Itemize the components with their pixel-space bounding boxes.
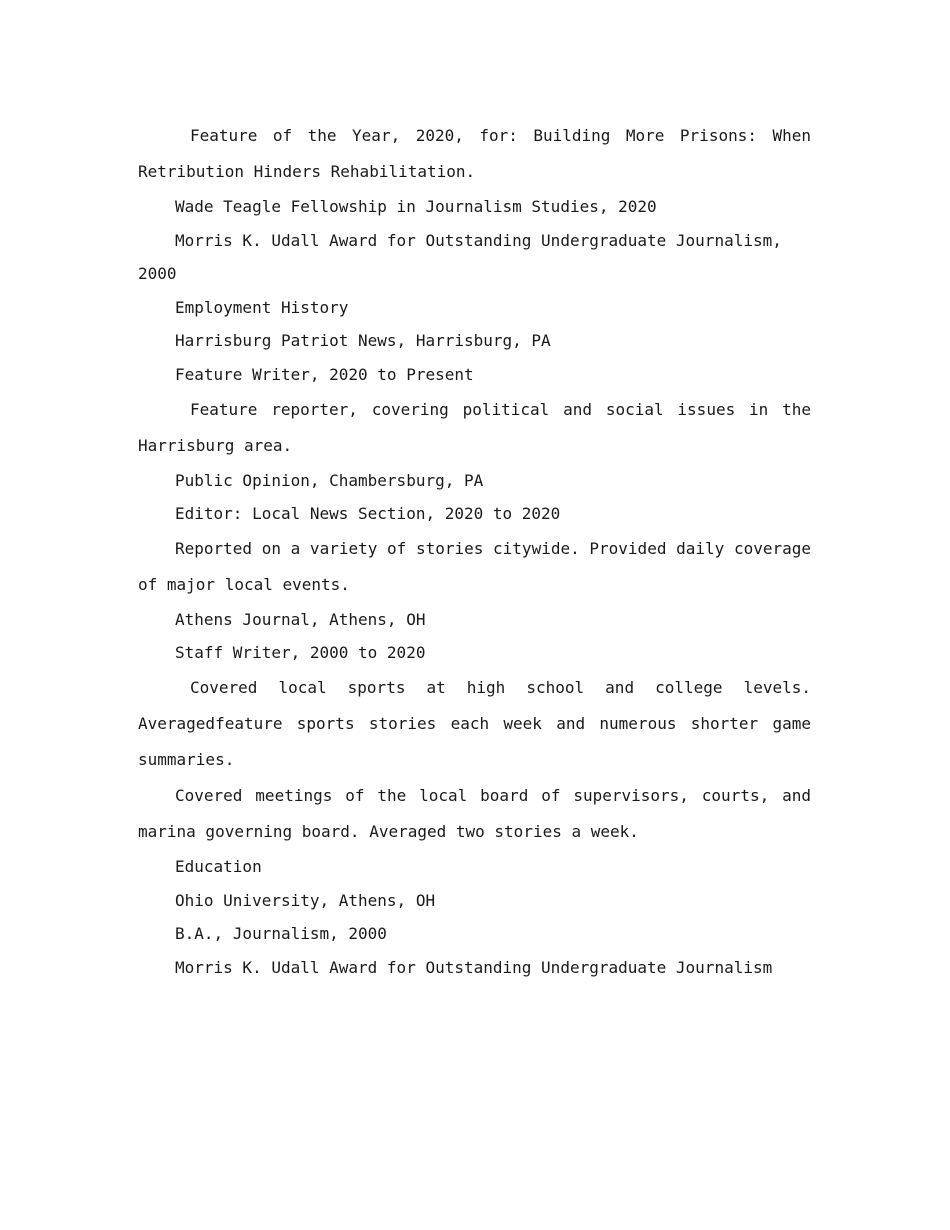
job-title-staff-writer: Staff Writer, 2000 to 2020 xyxy=(175,643,426,663)
employer-patriot-news: Harrisburg Patriot News, Harrisburg, PA xyxy=(175,331,551,351)
job-description-feature-reporter: Feature reporter, covering political and social issues in the Harrisburg area. xyxy=(138,399,811,455)
school-ohio-university: Ohio University, Athens, OH xyxy=(175,890,436,910)
job-title-feature-writer: Feature Writer, 2020 to Present xyxy=(175,364,474,384)
employer-public-opinion: Public Opinion, Chambersburg, PA xyxy=(175,470,484,490)
employer-athens-journal: Athens Journal, Athens, OH xyxy=(175,609,426,629)
document-page xyxy=(138,118,811,984)
job-description-editor: Reported on a variety of stories citywide. Provided daily coverage of major local events. xyxy=(138,538,811,594)
job-title-editor: Editor: Local News Section, 2020 to 2020 xyxy=(175,504,561,524)
section-heading-employment: Employment History xyxy=(175,297,349,317)
section-heading-education: Education xyxy=(175,856,262,876)
degree-ba-journalism: B.A., Journalism, 2000 xyxy=(175,924,387,944)
job-description-sports: Covered local sports at high school and college levels. Averagedfeature sports stories each week and numerous shorter game summaries. xyxy=(138,677,811,769)
award-feature-of-year: Feature of the Year, 2020, for: Building More Prisons: When Retribution Hinders Rehabilitation. xyxy=(138,126,811,181)
award-teagle-fellowship: Wade Teagle Fellowship in Journalism Studies, 2020 xyxy=(175,197,657,216)
award-udall-2000: Morris K. Udall Award for Outstanding Undergraduate Journalism, 2000 xyxy=(138,230,782,284)
job-description-meetings: Covered meetings of the local board of supervisors, courts, and marina governing board. Averaged two stories a week. xyxy=(138,785,811,841)
education-award-udall: Morris K. Udall Award for Outstanding Undergraduate Journalism xyxy=(175,957,773,977)
